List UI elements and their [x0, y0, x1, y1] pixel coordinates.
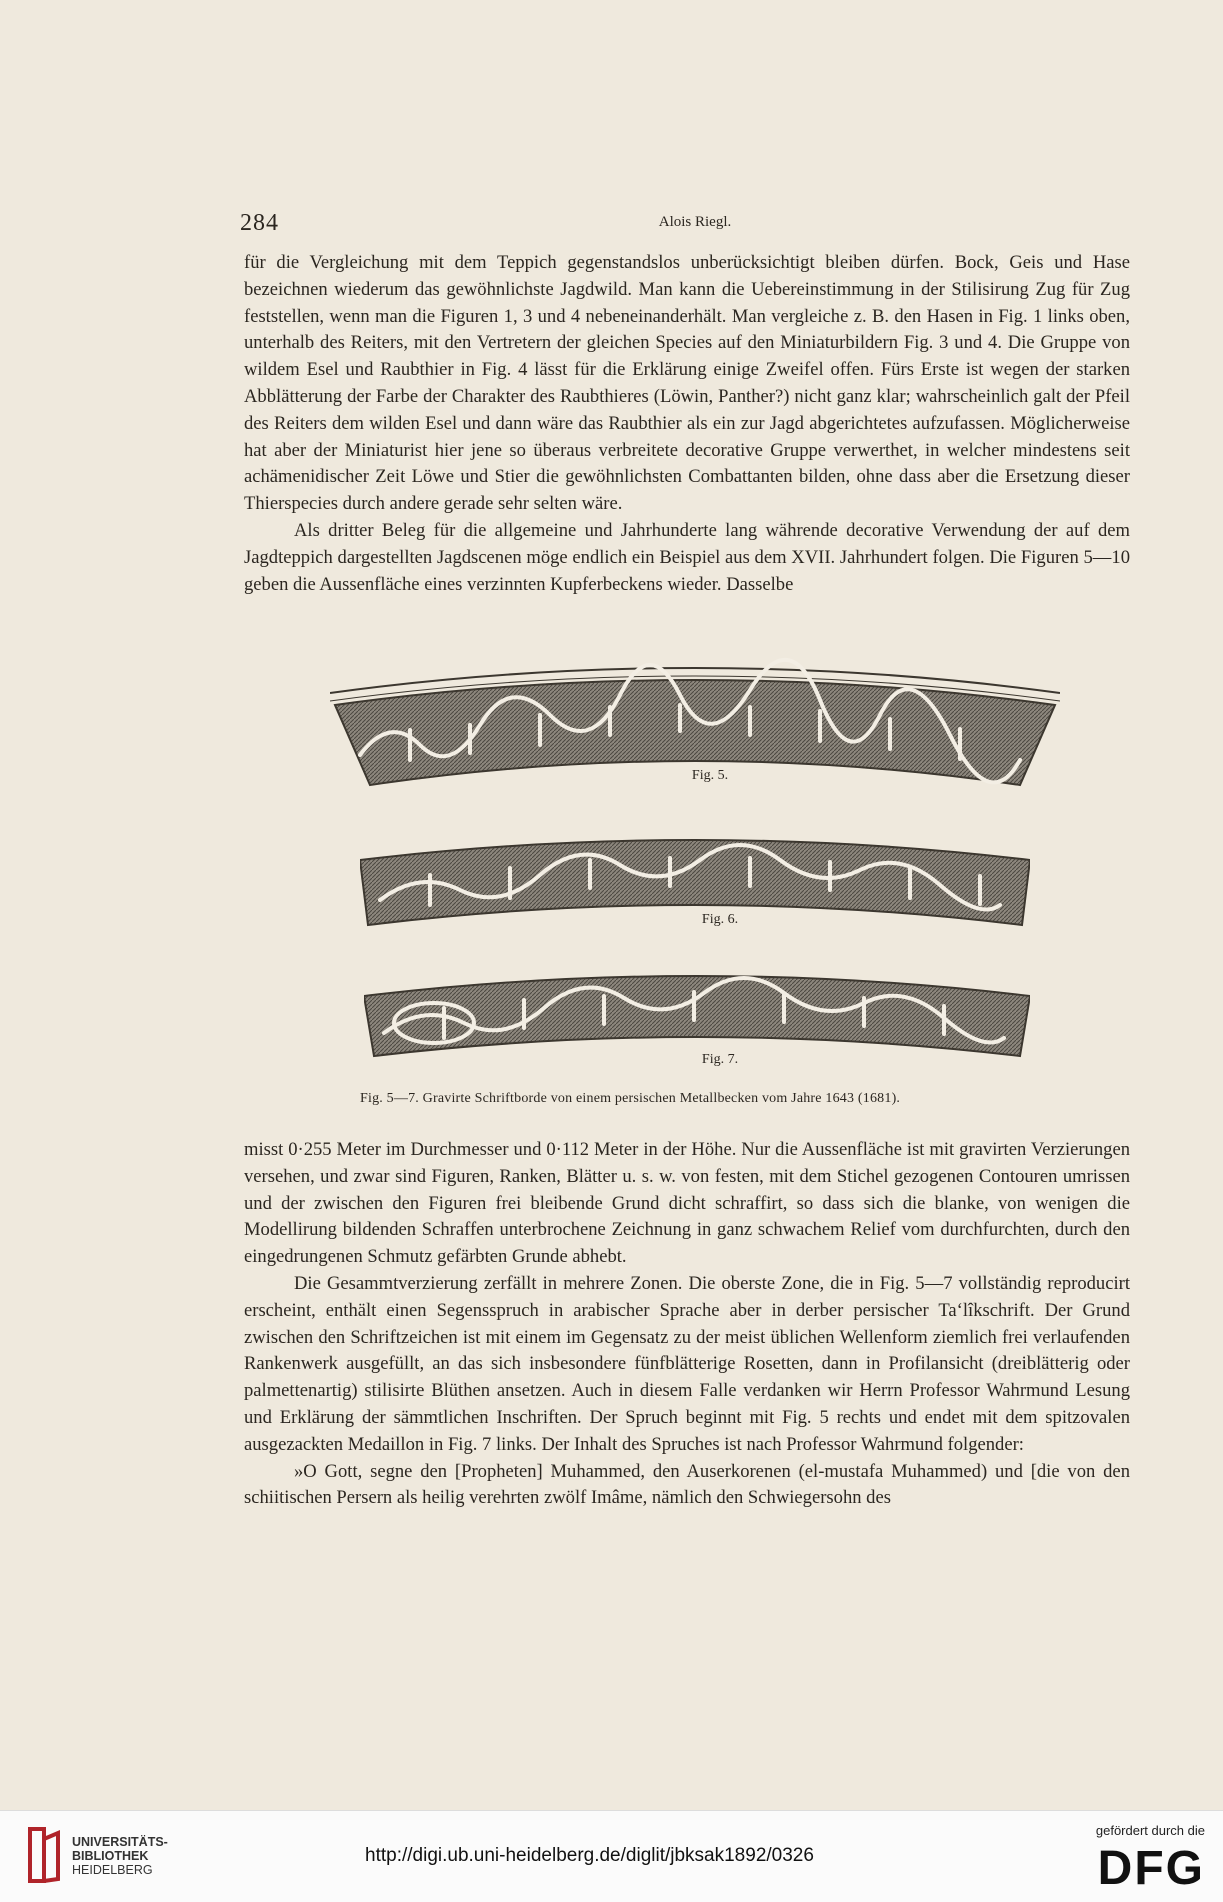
figure-7-engraved-band — [364, 968, 1030, 1060]
paragraph: »O Gott, segne den [Propheten] Muhammed, den Auserkorenen (el-mustafa Muhammed) und [die von den schiitischen Persern als heilig verehrten zwölf Imâme, nämlich den Schwiegersohn des — [244, 1460, 1130, 1509]
body-text-bottom — [244, 1137, 1130, 1512]
figure-caption: Fig. 5—7. Gravirte Schriftborde von einem persischen Metallbecken vom Jahre 1643 (1681). — [360, 1091, 901, 1106]
page-number: 284 — [240, 210, 279, 236]
dfg-logo: DFG — [1097, 1842, 1205, 1895]
body-text-top — [244, 250, 1130, 598]
library-name — [72, 1835, 168, 1877]
permalink[interactable]: http://digi.ub.uni-heidelberg.de/diglit/jbksak1892/0326 — [365, 1845, 814, 1866]
library-line-3: HEIDELBERG — [72, 1863, 153, 1877]
university-library-logo — [24, 1825, 70, 1885]
running-head-author: Alois Riegl. — [658, 214, 732, 230]
library-line-1: UNIVERSITÄTS- — [72, 1835, 168, 1849]
library-line-2: BIBLIOTHEK — [72, 1849, 149, 1863]
running-header — [240, 210, 1150, 240]
paragraph: Die Gesammtverzierung zerfällt in mehrere Zonen. Die oberste Zone, die in Fig. 5—7 vollständig reproducirt erscheint, enthält einen Segensspruch in arabischer Sprache aber in derber persischer Ta‘lîkschrift. Der Grund zwischen den Schriftzeichen ist mit einem im Gegensatz zu der meist üblichen Wellenform ziemlich frei verlaufenden Rankenwerk ausgefüllt, an das sich insbesondere fünfblätterige Rosetten, dann in Profilansicht (dreiblätterig oder palmettenartig) stilisirte Blüthen ansetzen. Auch in diesem Falle verdanken wir Herrn Professor Wahrmund Lesung und Erklärung der sämmtlichen Inschriften. Der Spruch beginnt mit Fig. 5 rechts und endet mit dem spitzovalen ausgezackten Medaillon in Fig. 7 links. Der Inhalt des Spruches ist nach Professor Wahrmund folgender: — [244, 1272, 1130, 1455]
paragraph: Als dritter Beleg für die allgemeine und Jahrhunderte lang währende decorative Verwendung der auf dem Jagdteppich dargestellten Jagdscenen möge endlich ein Beispiel aus dem XVII. Jahrhundert folgen. Die Figuren 5—10 geben die Aussenfläche eines verzinnten Kupferbeckens wieder. Dasselbe — [244, 519, 1130, 595]
paragraph: für die Vergleichung mit dem Teppich gegenstandslos unberücksichtigt bleiben dürfen. Bock, Geis und Hase bezeichnen wiederum das gewöhnlichste Jagdwild. Man kann die Uebereinstimmung in der Stilisirung Zug für Zug feststellen, wenn man die Figuren 1, 3 und 4 nebeneinanderhält. Man vergleiche z. B. den Hasen in Fig. 1 links oben, unterhalb des Reiters, mit den Vertretern der gleichen Species auf den Miniaturbildern Fig. 3 und 4. Die Gruppe von wildem Esel und Raubthier in Fig. 4 lässt für die Erklärung einige Zweifel offen. Fürs Erste ist wegen der starken Abblätterung der Farbe der Charakter des Raubthieres (Löwin, Panther?) nicht ganz klar; wahrscheinlich galt der Pfeil des Reiters dem wilden Esel und dann wäre das Raubthier als ein zur Jagd abgerichtetes aufzufassen. Möglicherweise hat aber der Miniaturist hier jene so überaus verbreitete decorative Gruppe verwerthet, in welcher mindestens seit achämenidischer Zeit Löwe und Stier die gewöhnlichsten Combattanten bilden, ohne dass aber die Ersetzung dieser Thierspecies durch andere gerade sehr selten wäre. — [244, 252, 1130, 515]
figure-6-label: Fig. 6. — [701, 912, 739, 927]
funded-by-text: gefördert durch die — [1095, 1823, 1205, 1838]
figure-7-label: Fig. 7. — [701, 1052, 739, 1067]
paragraph: misst 0·255 Meter im Durchmesser und 0·112 Meter in der Höhe. Nur die Aussenfläche ist mit gravirten Verzierungen versehen, und zwar sind Figuren, Ranken, Blätter u. s. w. von festen, mit dem Stichel gezogenen Contouren umrissen und der zwischen den Figuren frei bleibende Grund dicht schraffirt, so dass sich die blanke, von wenigen die Modellirung bildenden Schraffen unterbrochene Zeichnung in ganz schwachem Relief vom durchfurchten, durch den eingedrungenen Schmutz gefärbten Grunde abhebt. — [244, 1139, 1130, 1268]
footer-bar — [0, 1810, 1223, 1902]
figure-5-label: Fig. 5. — [691, 768, 729, 783]
